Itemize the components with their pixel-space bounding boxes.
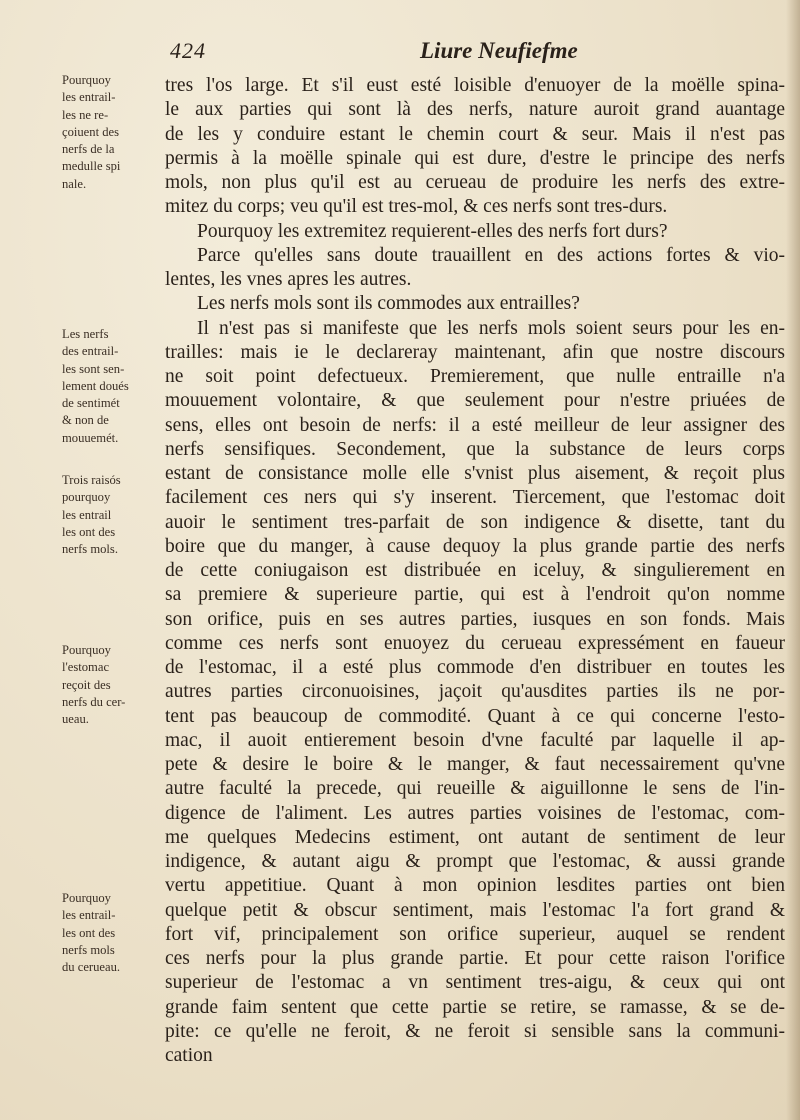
running-head: Liure Neufiefme bbox=[420, 38, 578, 63]
margin-note bbox=[62, 890, 158, 976]
margin-note-line: les ont des bbox=[62, 925, 116, 940]
catchword: cation bbox=[165, 1045, 213, 1066]
text-line: Il n'est pas si manifeste que les nerfs mols soient seurs pour les en- bbox=[197, 317, 785, 339]
margin-note-line: les ont des bbox=[62, 524, 116, 539]
text-line: superieur de l'estomac a vn sentiment tres-aigu, & ceux qui ont bbox=[165, 972, 785, 994]
margin-note-line: Pourquoy bbox=[62, 73, 111, 87]
text-line: mouuement volontaire, & que seulement pour n'estre priuées de bbox=[165, 390, 785, 412]
text-line: de l'estomac, il a esté plus commode d'en distribuer en toutes les bbox=[165, 657, 785, 678]
text-line: quelque petit & obscur sentiment, mais l'estomac l'a fort grand & bbox=[165, 899, 785, 921]
margin-note-line: mouuemét. bbox=[62, 430, 119, 445]
text-line: trailles: mais ie le declareray maintenant, afin que nostre discours bbox=[165, 341, 785, 363]
margin-note-line: les entrail- bbox=[62, 90, 116, 105]
text-line: Pourquoy les extremitez requierent-elles des nerfs fort durs? bbox=[197, 220, 668, 242]
margin-note-line: medulle spi bbox=[62, 159, 121, 174]
text-line: son orifice, puis en ses autres parties, iusques en son fonds. Mais bbox=[165, 608, 785, 630]
margin-note-line: çoiuent des bbox=[62, 124, 120, 139]
margin-note-line: du cerueau. bbox=[62, 960, 121, 975]
margin-note-line: de sentimét bbox=[62, 396, 120, 411]
margin-note-line: nerfs de la bbox=[62, 142, 115, 157]
text-line: facilement ces ners qui s'y inserent. Tiercement, que l'estomac doit bbox=[165, 487, 785, 509]
margin-note-line: nerfs du cer- bbox=[62, 694, 126, 709]
text-line: pete & desire le boire & le manger, & faut necessairement qu'vne bbox=[165, 754, 785, 775]
text-line: fort vif, principalement son orifice superieur, auquel se rendent bbox=[165, 923, 785, 945]
text-line: mols, non plus qu'il est au cerueau de produire les nerfs des extre- bbox=[165, 172, 785, 193]
margin-note-line: les entrail bbox=[62, 507, 112, 522]
text-line: le aux parties qui sont là des nerfs, nature auroit grand auantage bbox=[165, 99, 785, 121]
margin-note-line: les entrail- bbox=[62, 908, 116, 923]
text-line: de les y conduire estant le chemin court & seur. Mais il n'est pas bbox=[165, 123, 785, 145]
margin-note-line: Les nerfs bbox=[62, 327, 109, 341]
text-line: permis à la moëlle spinale qui est dure, d'estre le principe des nerfs bbox=[165, 147, 785, 169]
body-text bbox=[165, 74, 785, 1068]
text-line: nerfs sensifiques. Secondement, que la substance de leurs corps bbox=[165, 438, 785, 460]
text-line: tres l'os large. Et s'il eust esté loisible d'enuoyer de la moëlle spina- bbox=[165, 75, 785, 96]
text-line: mitez du corps; veu qu'il est tres-mol, & ces nerfs sont tres-durs. bbox=[165, 196, 668, 218]
margin-note-line: des entrail- bbox=[62, 344, 119, 359]
margin-note-line: Pourquoy bbox=[62, 643, 111, 657]
text-line: digence de l'aliment. Les autres parties voisines de l'estomac, com- bbox=[165, 802, 785, 824]
text-line: estant de consistance molle elle s'vnist plus aisement, & reçoit plus bbox=[165, 463, 785, 484]
margin-note bbox=[62, 472, 158, 558]
text-line: autre faculté la precede, qui reueille & aiguillonne le sens de l'in- bbox=[165, 778, 785, 800]
text-line: comme ces nerfs sont enuoyez du cerueau expressément en faueur bbox=[165, 632, 785, 654]
text-line: autres parties circonuoisines, jaçoit qu'ausdites parties ils ne por- bbox=[165, 681, 785, 703]
text-line: Parce qu'elles sans doute trauaillent en des actions fortes & vio- bbox=[197, 244, 785, 266]
margin-note bbox=[62, 72, 158, 193]
margin-note-line: les sont sen- bbox=[62, 361, 125, 376]
page-number: 424 bbox=[170, 38, 206, 63]
text-line: mac, il auoit entierement besoin d'vne faculté par laquelle il ap- bbox=[165, 729, 785, 751]
margin-note bbox=[62, 326, 158, 447]
margin-note-line: & non de bbox=[62, 413, 109, 428]
page-edge-shadow bbox=[786, 0, 800, 1120]
text-line: ces nerfs pour la plus grande partie. Et pour cette raison l'orifice bbox=[165, 948, 785, 969]
text-line: ne soit point defectueux. Premierement, que nulle entraille n'a bbox=[165, 366, 785, 387]
margin-note-line: nerfs mols. bbox=[62, 542, 118, 557]
margin-note-line: ueau. bbox=[62, 712, 89, 727]
margin-note-line: pourquoy bbox=[62, 490, 111, 505]
margin-note-line: nerfs mols bbox=[62, 942, 115, 957]
margin-note-line: l'estomac bbox=[62, 660, 110, 675]
margin-note-line: les ne re- bbox=[62, 107, 109, 122]
text-line: sens, elles ont besoin de nerfs: il a esté meilleur de leur assigner des bbox=[165, 414, 785, 436]
page-header bbox=[170, 38, 770, 70]
text-line: lentes, les vnes apres les autres. bbox=[165, 269, 412, 290]
margin-note-line: nale. bbox=[62, 176, 87, 191]
text-line: auoir le sentiment tres-parfait de son indigence & disette, tant du bbox=[165, 511, 785, 533]
margin-note bbox=[62, 642, 158, 728]
text-line: tent pas beaucoup de commodité. Quant à ce qui concerne l'esto- bbox=[165, 705, 785, 727]
text-line: me quelques Medecins estiment, ont autant de sentiment de leur bbox=[165, 826, 785, 848]
margin-note-line: Trois raisós bbox=[62, 473, 121, 487]
text-line: Les nerfs mols sont ils commodes aux entrailles? bbox=[197, 293, 580, 315]
margin-note-line: reçoit des bbox=[62, 677, 111, 692]
text-line: pite: ce qu'elle ne feroit, & ne feroit si sensible sans la communi- bbox=[165, 1020, 785, 1042]
text-line: grande faim sentent que cette partie se retire, se ramasse, & se de- bbox=[165, 996, 785, 1018]
text-line: vertu appetitiue. Quant à mon opinion lesdites parties ont bien bbox=[165, 875, 785, 897]
margin-note-line: Pourquoy bbox=[62, 891, 111, 905]
text-line: indigence, & autant aigu & prompt que l'estomac, & aussi grande bbox=[165, 851, 785, 872]
text-line: sa premiere & superieure partie, qui est à l'endroit qu'on nomme bbox=[165, 584, 785, 606]
margin-note-line: lement doués bbox=[62, 378, 129, 393]
text-line: de cette coniugaison est distribuée en iceluy, & singulierement en bbox=[165, 560, 785, 581]
text-line: boire que du manger, à cause dequoy la plus grande partie des nerfs bbox=[165, 535, 785, 557]
